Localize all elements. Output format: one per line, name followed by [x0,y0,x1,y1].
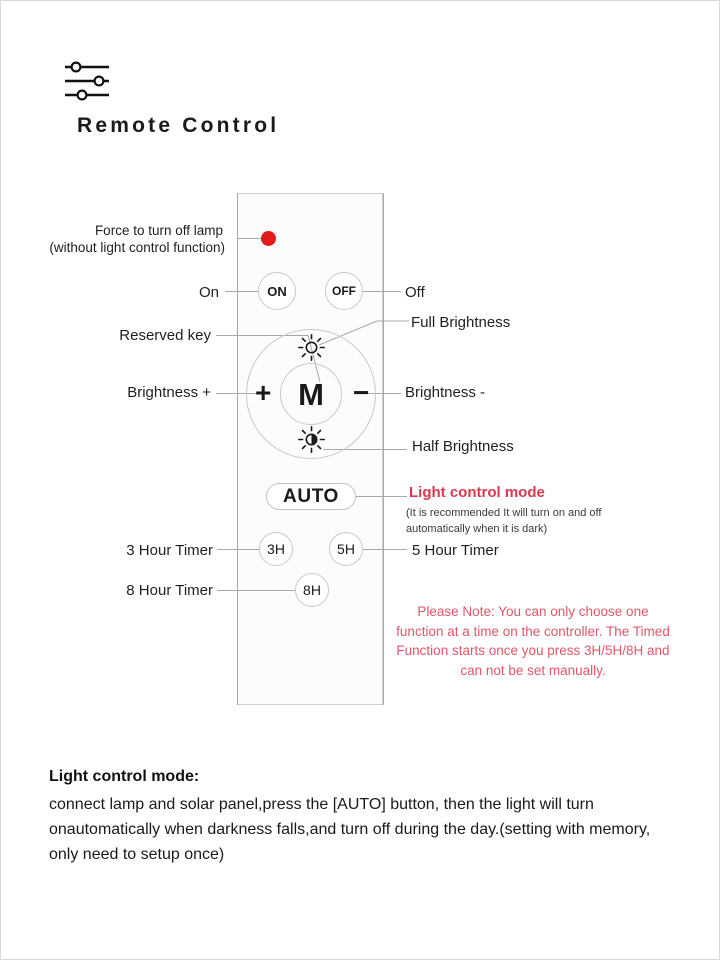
callout-reserved-key [1,326,211,346]
callout-half-brightness [412,437,514,457]
callout-force-off-line2 [1,239,225,257]
sliders-icon [63,59,113,103]
callout-full-brightness-text: Full Brightness [411,314,511,331]
force-off-led[interactable] [261,231,276,246]
callout-on [1,283,219,303]
auto-button[interactable] [266,483,356,510]
on-button[interactable] [258,272,296,310]
bottom-section-title: Light control mode: [49,768,200,785]
please-note-text: Please Note: You can only choose one function at a time on the controller. The Timed Function starts once you press 3H/5H/8H and can not be set manually. [396,604,670,678]
callout-timer-3h [1,541,213,561]
callout-full-brightness [411,313,510,333]
leader-off [363,291,401,292]
on-button-label: ON [267,283,287,299]
callout-force-off-line2-text: (without light control function) [49,240,225,255]
leader-3h [217,549,259,550]
brightness-down-button[interactable]: − [353,377,370,408]
leader-on [225,291,261,292]
leader-8h [217,590,295,591]
callout-timer-5h-text: 5 Hour Timer [412,542,499,559]
callout-timer-5h [412,541,499,561]
leader-auto [356,496,407,497]
callout-off [405,283,425,303]
callout-off-text: Off [405,284,425,301]
timer-5h-label: 5H [337,541,355,557]
auto-button-label: AUTO [283,485,339,507]
mode-button-label: M [298,376,324,412]
guide-line-right [383,193,384,705]
sun-full-icon[interactable] [297,333,326,362]
timer-3h-label: 3H [267,541,285,557]
light-control-mode-title: Light control mode [409,484,545,501]
callout-timer-3h-text: 3 Hour Timer [126,542,213,559]
timer-3h-button[interactable] [259,532,293,566]
callout-timer-8h [1,581,213,601]
mode-button[interactable] [280,363,342,425]
bottom-section-body: connect lamp and solar panel,press the [AUTO] button, then the light will turn onautomatically when darkness falls,and turn off during the day.(setting with memory, only need to setup once) [49,796,651,863]
callout-half-brightness-text: Half Brightness [412,438,514,455]
page-title: Remote Control [77,114,280,137]
callout-brightness-minus-text: Brightness - [405,384,486,401]
leader-5h [363,549,407,550]
light-control-mode-subtext: (It is recommended It will turn on and off automatically when it is dark) [406,507,602,535]
callout-brightness-minus [405,383,485,403]
brightness-up-button[interactable]: + [255,377,272,408]
callout-brightness-plus-text: Brightness + [127,384,211,401]
off-button-label: OFF [332,284,356,298]
callout-on-text: On [198,284,219,301]
off-button[interactable] [325,272,363,310]
sun-half-icon[interactable] [297,425,326,454]
callout-force-off-line1-text: Force to turn off lamp [94,223,223,238]
callout-brightness-plus [1,383,211,403]
timer-8h-button[interactable] [295,573,329,607]
callout-reserved-key-text: Reserved key [119,327,211,344]
callout-timer-8h-text: 8 Hour Timer [126,582,213,599]
callout-force-off-line1 [1,222,223,240]
guide-line-left [237,193,238,705]
timer-8h-label: 8H [303,582,321,598]
timer-5h-button[interactable] [329,532,363,566]
